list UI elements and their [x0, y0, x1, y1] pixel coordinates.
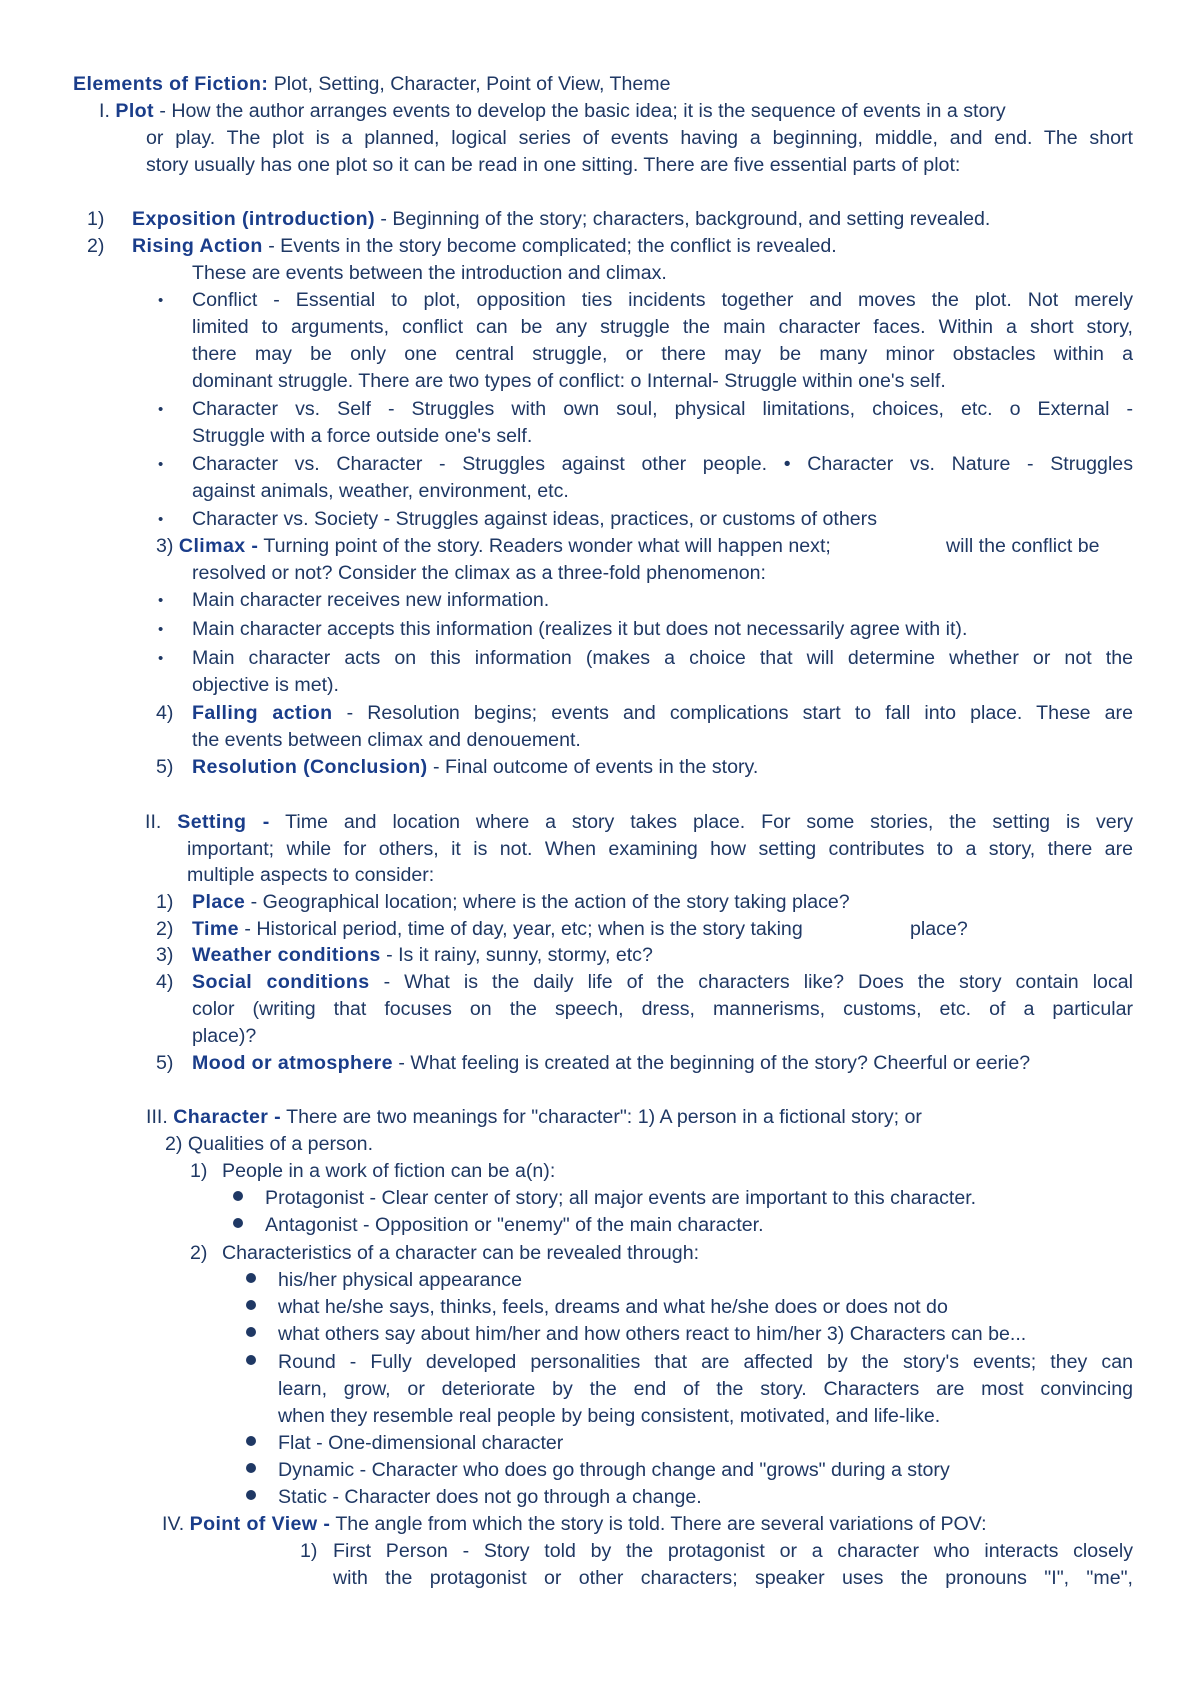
protagonist-line: Protagonist - Clear center of story; all major events are important to this character.: [265, 1187, 977, 1209]
climax-cont: resolved or not? Consider the climax as a three-fold phenomenon:: [192, 562, 766, 584]
rising-action-cont: These are events between the introduction and climax.: [192, 262, 667, 284]
characteristic-line: his/her physical appearance: [278, 1269, 522, 1291]
setting-item-mood: [192, 1050, 1030, 1077]
first-person-line: First Person - Story told by the protagonist or a character who interacts closely: [333, 1540, 1133, 1562]
climax-bullet: objective is met).: [192, 674, 340, 696]
first-person-line: with the protagonist or other characters; speaker uses the pronouns "I", "me",: [333, 1567, 1133, 1589]
place-head: Place: [192, 891, 246, 913]
weather-text: - Is it rainy, sunny, stormy, etc?: [380, 944, 653, 966]
char-vs-self-line: Character vs. Self - Struggles with own soul, physical limitations, choices, etc. o External -: [192, 398, 1133, 420]
char-vs-society-line: Character vs. Society - Struggles against ideas, practices, or customs of others: [192, 508, 877, 530]
character-sub-num: 2): [190, 1242, 208, 1264]
setting-item-num: 1): [156, 891, 174, 913]
social-text-3: place)?: [192, 1025, 257, 1047]
bullet-icon: [246, 1355, 256, 1365]
time-text-2: place?: [910, 918, 968, 940]
plot-item-exposition: [132, 206, 990, 233]
rising-action-head: Rising Action: [132, 235, 263, 257]
mood-head: Mood or atmosphere: [192, 1052, 393, 1074]
char-vs-char-line: Character vs. Character - Struggles against other people. • Character vs. Nature - Struggles: [192, 453, 1133, 475]
falling-action-head: Falling action: [192, 702, 333, 724]
mood-text: - What feeling is created at the beginning of the story? Cheerful or eerie?: [392, 1052, 1031, 1074]
conflict-line: dominant struggle. There are two types of conflict: o Internal- Struggle within one's self.: [192, 370, 946, 392]
plot-item-num: 4): [156, 702, 174, 724]
round-line: Round - Fully developed personalities that are affected by the story's events; they can: [278, 1351, 1133, 1373]
plot-head: Plot: [115, 100, 154, 122]
weather-head: Weather conditions: [192, 944, 381, 966]
time-text: - Historical period, time of day, year, etc; when is the story taking: [238, 918, 803, 940]
title-rest: Plot, Setting, Character, Point of View, Theme: [273, 73, 671, 95]
pov-num: IV.: [162, 1513, 185, 1535]
plot-item-falling-action: [192, 700, 1133, 727]
static-line: Static - Character does not go through a change.: [278, 1486, 702, 1508]
pov-heading-line: [162, 1511, 987, 1538]
conflict-line: limited to arguments, conflict can be any struggle the main character faces. Within a short story,: [192, 316, 1133, 338]
setting-item-place: [192, 889, 850, 916]
bullet-icon: [246, 1463, 256, 1473]
plot-item-num: 1): [87, 208, 105, 230]
bullet-icon: [233, 1191, 243, 1201]
climax-bullet: Main character receives new information.: [192, 589, 550, 611]
pov-intro: The angle from which the story is told. There are several variations of POV:: [330, 1513, 987, 1535]
bullet-icon: [246, 1490, 256, 1500]
bullet-icon: •: [158, 401, 164, 418]
character-sub-1: People in a work of fiction can be a(n):: [222, 1160, 556, 1182]
exposition-head: Exposition (introduction): [132, 208, 375, 230]
climax-head: Climax -: [178, 535, 259, 557]
conflict-line: Conflict - Essential to plot, opposition ties incidents together and moves the plot. Not merely: [192, 289, 1133, 311]
pov-item-num: 1): [300, 1540, 318, 1562]
setting-intro-3: multiple aspects to consider:: [187, 864, 435, 886]
plot-item-num: 5): [156, 756, 174, 778]
place-text: - Geographical location; where is the action of the story taking place?: [245, 891, 850, 913]
character-head: Character -: [173, 1106, 282, 1128]
dynamic-line: Dynamic - Character who does go through change and "grows" during a story: [278, 1459, 950, 1481]
character-sub-num: 1): [190, 1160, 208, 1182]
setting-head: Setting -: [177, 811, 270, 833]
characteristic-line: what others say about him/her and how others react to him/her 3) Characters can be...: [278, 1323, 1027, 1345]
setting-heading-line: [145, 809, 1133, 836]
bullet-icon: [246, 1436, 256, 1446]
setting-num: II.: [145, 811, 162, 833]
plot-item-climax: [156, 533, 831, 560]
pov-head: Point of View -: [189, 1513, 331, 1535]
climax-text: Turning point of the story. Readers wonder what will happen next;: [258, 535, 831, 557]
bullet-icon: [246, 1273, 256, 1283]
setting-item-weather: [192, 942, 653, 969]
plot-intro-1: - How the author arranges events to develop the basic idea; it is the sequence of events in a story: [153, 100, 1006, 122]
round-line: when they resemble real people by being consistent, motivated, and life-like.: [278, 1405, 941, 1427]
plot-item-resolution: [192, 754, 758, 781]
conflict-line: there may be only one central struggle, or there may be many minor obstacles within a: [192, 343, 1133, 365]
plot-heading-line: [99, 98, 1006, 125]
falling-action-cont: the events between climax and denouement.: [192, 729, 581, 751]
setting-intro-2: important; while for others, it is not. When examining how setting contributes to a story, there are: [187, 838, 1133, 860]
setting-item-num: 2): [156, 918, 174, 940]
resolution-text: - Final outcome of events in the story.: [427, 756, 759, 778]
social-head: Social conditions: [192, 971, 370, 993]
plot-item-rising-action: [132, 233, 837, 260]
resolution-head: Resolution (Conclusion): [192, 756, 428, 778]
setting-item-num: 3): [156, 944, 174, 966]
climax-text-2: will the conflict be: [946, 535, 1100, 557]
plot-intro-2: or play. The plot is a planned, logical series of events having a beginning, middle, and end. The short: [146, 127, 1133, 149]
setting-item-social: [192, 969, 1133, 996]
bullet-icon: •: [158, 511, 164, 528]
time-head: Time: [192, 918, 239, 940]
setting-item-num: 5): [156, 1052, 174, 1074]
social-text-2: color (writing that focuses on the speech, dress, mannerisms, customs, etc. of a particular: [192, 998, 1133, 1020]
antagonist-line: Antagonist - Opposition or "enemy" of the main character.: [265, 1214, 764, 1236]
characteristic-line: what he/she says, thinks, feels, dreams and what he/she does or does not do: [278, 1296, 948, 1318]
plot-num: I.: [99, 100, 110, 122]
social-text: - What is the daily life of the characters like? Does the story contain local: [369, 971, 1134, 993]
flat-line: Flat - One-dimensional character: [278, 1432, 564, 1454]
char-vs-char-line: against animals, weather, environment, etc.: [192, 480, 569, 502]
bullet-icon: •: [158, 650, 164, 667]
char-vs-self-line: Struggle with a force outside one's self.: [192, 425, 533, 447]
exposition-text: - Beginning of the story; characters, background, and setting revealed.: [374, 208, 991, 230]
plot-item-num: 2): [87, 235, 105, 257]
setting-item-num: 4): [156, 971, 174, 993]
plot-intro-3: story usually has one plot so it can be read in one sitting. There are five essential parts of plot:: [146, 154, 961, 176]
character-intro: There are two meanings for "character": 1) A person in a fictional story; or: [281, 1106, 922, 1128]
title-bold: Elements of Fiction:: [73, 73, 269, 95]
climax-num: 3): [156, 535, 174, 557]
bullet-icon: [246, 1300, 256, 1310]
character-num: III.: [146, 1106, 168, 1128]
character-sub-2: Characteristics of a character can be revealed through:: [222, 1242, 700, 1264]
bullet-icon: •: [158, 621, 164, 638]
round-line: learn, grow, or deteriorate by the end of the story. Characters are most convincing: [278, 1378, 1133, 1400]
climax-bullet: Main character accepts this information (realizes it but does not necessarily agree with it).: [192, 618, 968, 640]
climax-bullet: Main character acts on this information (makes a choice that will determine whether or not the: [192, 647, 1133, 669]
character-heading-line: [146, 1104, 922, 1131]
rising-action-text: - Events in the story become complicated; the conflict is revealed.: [262, 235, 837, 257]
bullet-icon: [233, 1218, 243, 1228]
character-intro-2: 2) Qualities of a person.: [165, 1133, 374, 1155]
setting-intro-1: Time and location where a story takes place. For some stories, the setting is very: [269, 811, 1133, 833]
bullet-icon: •: [158, 592, 164, 609]
bullet-icon: •: [158, 292, 164, 309]
bullet-icon: •: [158, 456, 164, 473]
bullet-icon: [246, 1327, 256, 1337]
document-title: [73, 71, 671, 98]
falling-action-text: - Resolution begins; events and complications start to fall into place. These are: [332, 702, 1133, 724]
setting-item-time: [192, 916, 803, 943]
